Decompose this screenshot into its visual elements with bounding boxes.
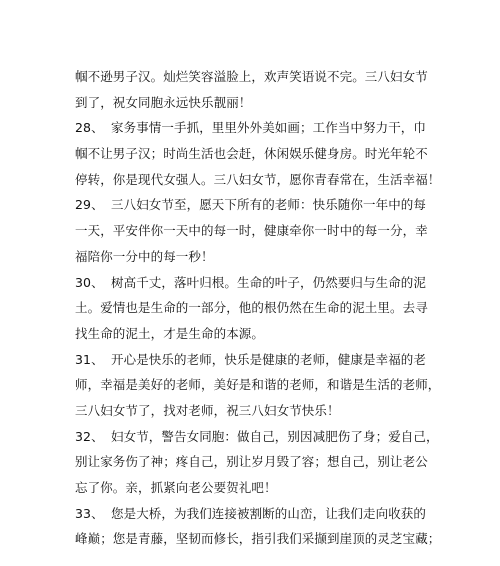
- text-line: [75, 475, 395, 501]
- line-text: 妇女节，警告女同胞：做自己，别因减肥伤了身；爱自己，: [111, 428, 439, 444]
- line-text: 到了，祝女同胞永远快乐靓丽！: [75, 94, 252, 110]
- item-number: 30、: [75, 274, 104, 290]
- text-line: [75, 347, 427, 373]
- line-text: 树高千丈，落叶归根。生命的叶子，仍然要归与生命的泥: [111, 274, 427, 290]
- text-line: [75, 321, 395, 347]
- item-number: 31、: [75, 351, 104, 367]
- text-line: [75, 192, 427, 218]
- text-line: [75, 270, 427, 296]
- item-number: 29、: [75, 197, 104, 213]
- text-line: [75, 244, 395, 270]
- line-text: 峰巅；您是青藤，坚韧而修长，指引我们采撷到崖顶的灵芝宝藏；: [75, 531, 441, 547]
- line-text: 别让家务伤了神；疼自己，别让岁月毁了容；想自己，别让老公: [75, 454, 428, 470]
- line-text: 忘了你。亲，抓紧向老公要贺礼吧！: [75, 480, 277, 495]
- text-line: [75, 295, 428, 321]
- text-body: [75, 64, 441, 552]
- text-line: [75, 449, 428, 475]
- line-text: 帼不让男子汉；时尚生活也会赶，休闲娱乐健身房。时光年轮不: [75, 146, 428, 162]
- line-text: 福陪你一分中的每一秒！: [75, 248, 214, 264]
- item-number: 33、: [75, 505, 104, 521]
- line-text: 您是大桥，为我们连接被割断的山峦，让我们走向收获的: [111, 505, 427, 521]
- line-text: 停转，你是现代女强人。三八妇女节，愿你青春常在，生活幸福！: [75, 171, 441, 187]
- text-line: [75, 64, 428, 90]
- text-line: [75, 398, 395, 424]
- line-text: 家务事情一手抓，里里外外美如画；工作当中努力干，巾: [111, 120, 427, 136]
- line-text: 一天，平安伴你一天中的每一时，健康牵你一时中的每一分，幸: [75, 223, 428, 239]
- text-line: [75, 372, 441, 398]
- text-line: [75, 526, 441, 552]
- text-line: [75, 141, 428, 167]
- text-line: [75, 90, 395, 116]
- line-text: 开心是快乐的老师，快乐是健康的老师，健康是幸福的老: [111, 351, 427, 367]
- line-text: 师，幸福是美好的老师，美好是和谐的老师，和谐是生活的老师，: [75, 377, 441, 393]
- item-number: 32、: [75, 428, 104, 444]
- line-text: 三八妇女节至，愿天下所有的老师：快乐随你一年中的每: [111, 197, 427, 213]
- text-line: [75, 424, 439, 450]
- line-text: 土。爱情也是生命的一部分，他的根仍然在生命的泥土里。去寻: [75, 300, 428, 316]
- text-line: [75, 218, 428, 244]
- line-text: 找生命的泥土，才是生命的本源。: [75, 325, 265, 341]
- text-line: [75, 167, 441, 193]
- text-line: [75, 115, 427, 141]
- item-number: 28、: [75, 120, 104, 136]
- line-text: 三八妇女节了，找对老师，祝三八妇女节快乐！: [75, 402, 340, 418]
- text-line: [75, 501, 427, 527]
- line-text: 帼不逊男子汉。灿烂笑容溢脸上，欢声笑语说不完。三八妇女节: [75, 69, 428, 84]
